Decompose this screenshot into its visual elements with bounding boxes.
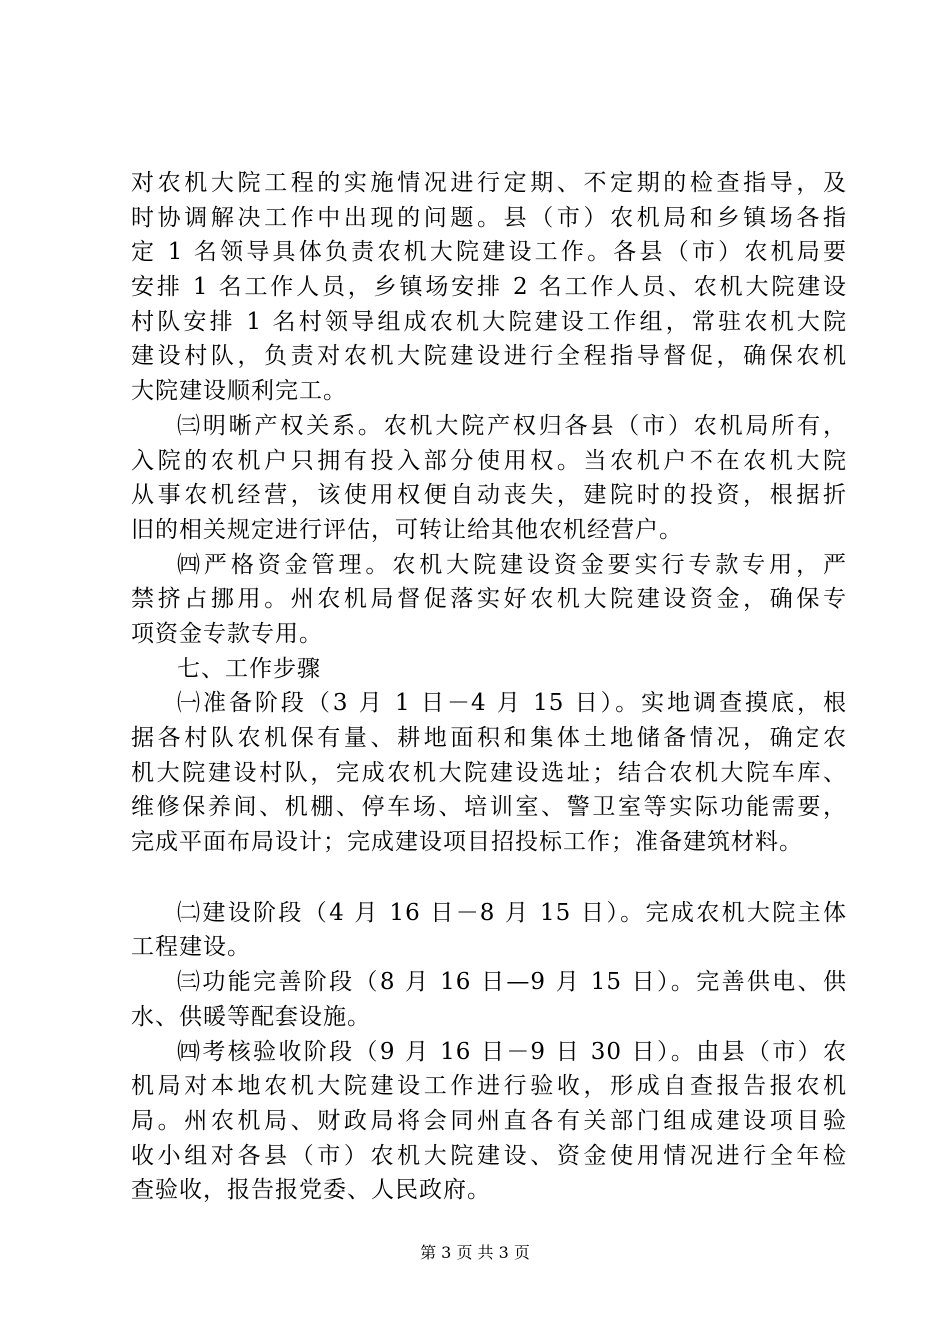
text-line: 村队安排 1 名村领导组成农机大院建设工作组，常驻农机大院 (131, 308, 847, 335)
text-line: 安排 1 名工作人员，乡镇场安排 2 名工作人员、农机大院建设 (131, 274, 847, 301)
text-line: 大院建设顺利完工。 (131, 378, 347, 405)
text-line: 机大院建设村队，完成农机大院建设选址；结合农机大院车库、 (131, 759, 847, 786)
paragraph-heading: ㈣考核验收阶段（9 月 16 日－9 日 30 日）。由县（市）农 (177, 1038, 847, 1065)
text-line: 时协调解决工作中出现的问题。县（市）农机局和乡镇场各指 (131, 204, 847, 231)
text-line: 水、供暖等配套设施。 (131, 1003, 371, 1030)
text-line: 局。州农机局、财政局将会同州直各有关部门组成建设项目验 (131, 1107, 847, 1134)
paragraph-heading: ㈡建设阶段（4 月 16 日－8 月 15 日）。完成农机大院主体 (177, 899, 847, 926)
text-line: 完成平面布局设计；完成建设项目招投标工作；准备建筑材料。 (131, 829, 803, 856)
text-line: 旧的相关规定进行评估，可转让给其他农机经营户。 (131, 516, 683, 543)
document-body (131, 166, 847, 1208)
paragraph-heading: ㈢功能完善阶段（8 月 16 日—9 月 15 日）。完善供电、供 (177, 969, 847, 996)
text-line: 据各村队农机保有量、耕地面积和集体土地储备情况，确定农 (131, 725, 847, 751)
text-line: 从事农机经营，该使用权便自动丧失，建院时的投资，根据折 (131, 482, 847, 509)
text-line: 入院的农机户只拥有投入部分使用权。当农机户不在农机大院 (131, 447, 847, 474)
paragraph-heading: ㈢明晰产权关系。农机大院产权归各县（市）农机局所有， (177, 412, 847, 439)
page-footer: 第 3 页 共 3 页 (420, 1243, 530, 1262)
text-line: 收小组对各县（市）农机大院建设、资金使用情况进行全年检 (131, 1142, 847, 1169)
text-line: 维修保养间、机棚、停车场、培训室、警卫室等实际功能需要， (131, 794, 847, 821)
text-line: 对农机大院工程的实施情况进行定期、不定期的检查指导，及 (131, 170, 847, 196)
text-line: 机局对本地农机大院建设工作进行验收，形成自查报告报农机 (131, 1073, 847, 1100)
paragraph-heading: ㈣严格资金管理。农机大院建设资金要实行专款专用，严 (177, 551, 847, 578)
text-line: 查验收，报告报党委、人民政府。 (131, 1177, 491, 1204)
text-line: 定 1 名领导具体负责农机大院建设工作。各县（市）农机局要 (131, 239, 847, 266)
text-line: 建设村队，负责对农机大院建设进行全程指导督促，确保农机 (131, 343, 847, 370)
paragraph-heading: ㈠准备阶段（3 月 1 日－4 月 15 日）。实地调查摸底，根 (177, 690, 847, 717)
blank-line (131, 860, 847, 896)
section-heading: 七、工作步骤 (177, 655, 321, 682)
text-line: 项资金专款专用。 (131, 620, 323, 647)
text-line: 禁挤占挪用。州农机局督促落实好农机大院建设资金，确保专 (131, 586, 847, 613)
text-line: 工程建设。 (131, 934, 251, 961)
